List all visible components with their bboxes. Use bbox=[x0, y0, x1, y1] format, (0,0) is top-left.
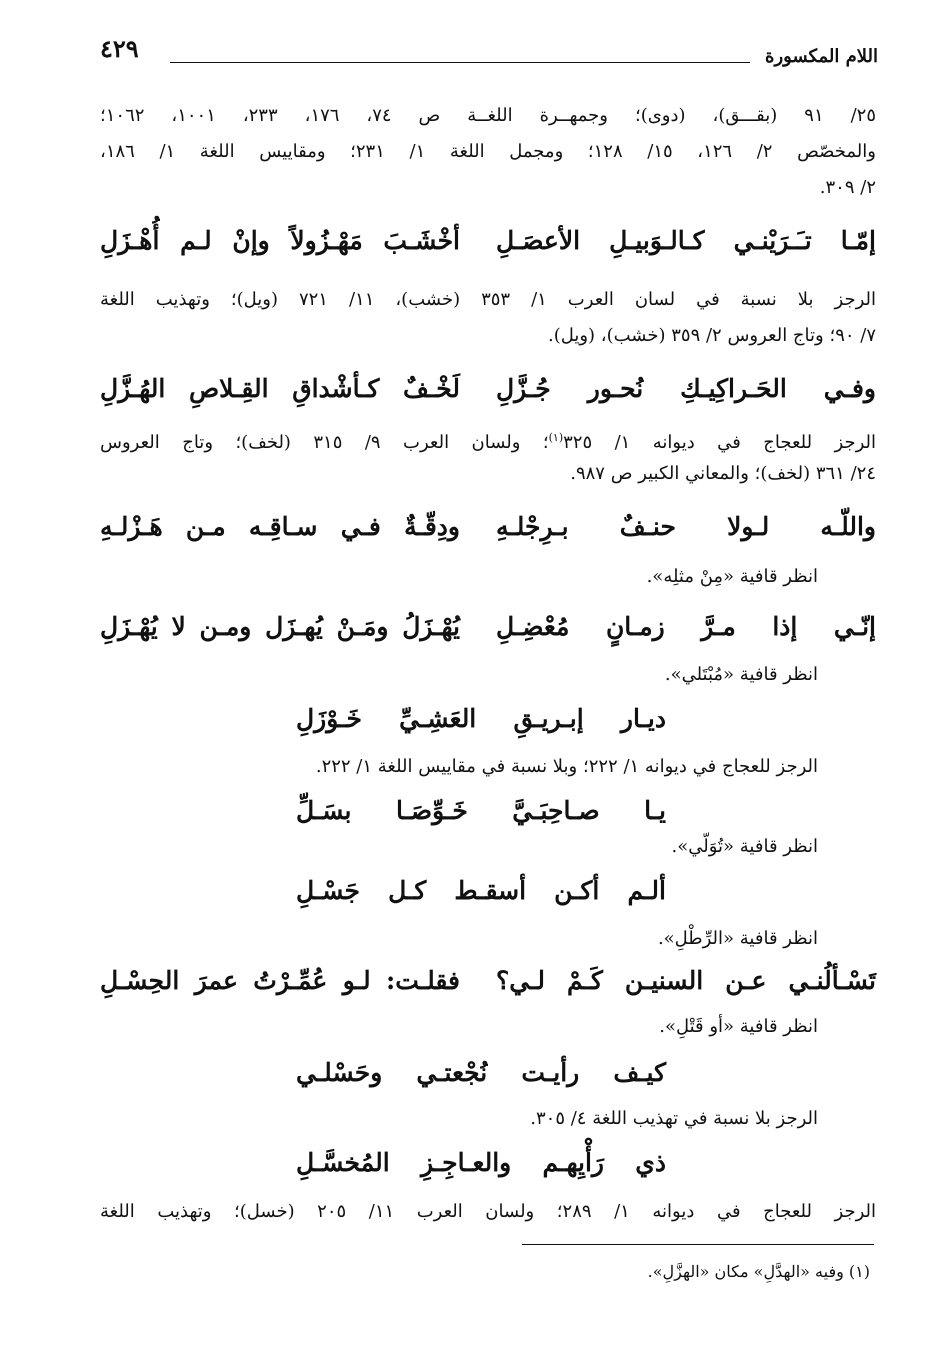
text-line: ٢/ ٣٠٩. bbox=[819, 177, 876, 198]
rajaz-line: كيـف رأيـت نُجْعتـي وحَسْلـي bbox=[296, 1058, 666, 1087]
cross-reference: انظر قافية «مِنْ مثلِه». bbox=[646, 566, 818, 587]
verse-second-hemistich: أخْشَـبَ مَهْـزُولاً وإنْ لـم أُهْـزَلِ bbox=[100, 226, 460, 255]
rajaz-line: ذي رَأْيِهـم والعـاجِـزِ المُخسَّـلِ bbox=[296, 1148, 666, 1177]
verse-source-note: الرجز للعجاج في ديوانه ١/ ٢٢٢؛ وبلا نسبة في مقاييس اللغة ١/ ٢٢٢. bbox=[315, 756, 818, 777]
cross-reference: انظر قافية «تُوَلّي». bbox=[671, 836, 818, 857]
verse-first-hemistich: واللّـه لـولا حنـفٌ بـرِجْلـهِ bbox=[496, 512, 876, 541]
text-line: الرجز بلا نسبة في لسان العرب ١/ ٣٥٣ (خشب)، ١١/ ٧٢١ (ويل)؛ وتهذيب اللغة bbox=[100, 289, 876, 310]
rajaz-line: يـا صـاحِبَـيَّ خَـوِّصَـا بسَـلِّ bbox=[296, 796, 666, 825]
footnote: (١) وفيه «الهدَّلِ» مكان «الهزَّلِ». bbox=[647, 1262, 870, 1281]
running-title: اللام المكسورة bbox=[765, 46, 878, 67]
page-number: ٤٢٩ bbox=[100, 34, 139, 63]
verse-first-hemistich: وفـي الحَـراكِيـكِ نُحـور جُـزَّلِ bbox=[496, 374, 876, 403]
text-line: ٢٤/ ٣٦١ (لخف)؛ والمعاني الكبير ص ٩٨٧. bbox=[570, 463, 876, 484]
verse-second-hemistich: ودِقّـةٌ فـي سـاقِـه مـن هَـزْلـهِ bbox=[100, 512, 460, 541]
verse-line bbox=[100, 374, 876, 418]
text-line: ٧/ ٩٠؛ وتاج العروس ٢/ ٣٥٩ (خشب)، (ويل). bbox=[547, 325, 876, 346]
verse-line bbox=[100, 512, 876, 556]
verse-first-hemistich: تَسْـألُنـي عـن السنيـن كَـمْ لـي؟ bbox=[496, 966, 876, 995]
footnote-marker: (١) bbox=[548, 431, 564, 444]
verse-source-note bbox=[100, 282, 876, 318]
verse-line bbox=[100, 226, 876, 270]
verse-source-note bbox=[100, 1194, 876, 1230]
verse-first-hemistich: إنّـي إذا مـرَّ زمـانٍ مُعْضِـلِ bbox=[496, 612, 876, 641]
text-line: الرجز للعجاج في ديوانه ١/ ٢٨٩؛ ولسان العرب ١١/ ٢٠٥ (خسل)؛ وتهذيب اللغة bbox=[100, 1201, 876, 1222]
cross-reference: انظر قافية «أو قَتْلِ». bbox=[659, 1016, 818, 1037]
verse-source-note-end bbox=[100, 318, 876, 354]
footnote-rule bbox=[522, 1244, 874, 1245]
note-text: ؛ ولسان العرب ٩/ ٣١٥ (لخف)؛ وتاج العروس bbox=[100, 432, 549, 453]
verse-source-note-end bbox=[100, 456, 876, 492]
text-line: ٢٥/ ٩١ (بقـــق)، (دوى)؛ وجمهــرة اللغــة ص ٧٤، ١٧٦، ٢٣٣، ١٠٠١، ١٠٦٢؛ bbox=[100, 105, 877, 126]
text-line bbox=[100, 420, 876, 461]
verse-second-hemistich: يُهْـزَلُ ومَـنْ يُهـزَل ومـن لا يُهْـزَلِ bbox=[100, 612, 460, 641]
rajaz-line: ألـم أكـن أسقـط كـل جَسْـلِ bbox=[296, 876, 666, 905]
text-line: والمخصّص ٢/ ١٢٦، ١٥/ ١٢٨؛ ومجمل اللغة ١/ ٢٣١؛ ومقاييس اللغة ١/ ١٨٦، bbox=[100, 141, 876, 162]
verse-source-note bbox=[100, 420, 876, 461]
verse-second-hemistich: فقلـت: لـو عُمِّـرْتُ عمرَ الحِسْـلِ bbox=[100, 966, 460, 995]
cross-reference: انظر قافية «الرِّطْلِ». bbox=[657, 928, 818, 949]
verse-second-hemistich: لَخْـفٌ كـأشْداقِ القِـلاصِ الهُـزَّلِ bbox=[100, 374, 460, 403]
header-rule bbox=[170, 62, 750, 63]
rajaz-line: ديـار إبـريـقِ العَشِـيِّ خَـوْزَلِ bbox=[296, 704, 666, 733]
verse-first-hemistich: إمّـا تـَـرَيْنـي كـالـوَبيـلِ الأعصَـلِ bbox=[496, 226, 876, 255]
verse-line bbox=[100, 612, 876, 656]
verse-line bbox=[100, 966, 876, 1010]
note-text: الرجز للعجاج في ديوانه ١/ ٣٢٥ bbox=[563, 432, 876, 453]
reference-paragraph bbox=[100, 98, 876, 170]
reference-paragraph-end bbox=[100, 170, 876, 206]
page-header bbox=[100, 34, 878, 74]
cross-reference: انظر قافية «مُبْتَلي». bbox=[664, 664, 818, 685]
verse-source-note: الرجز بلا نسبة في تهذيب اللغة ٤/ ٣٠٥. bbox=[530, 1108, 818, 1129]
